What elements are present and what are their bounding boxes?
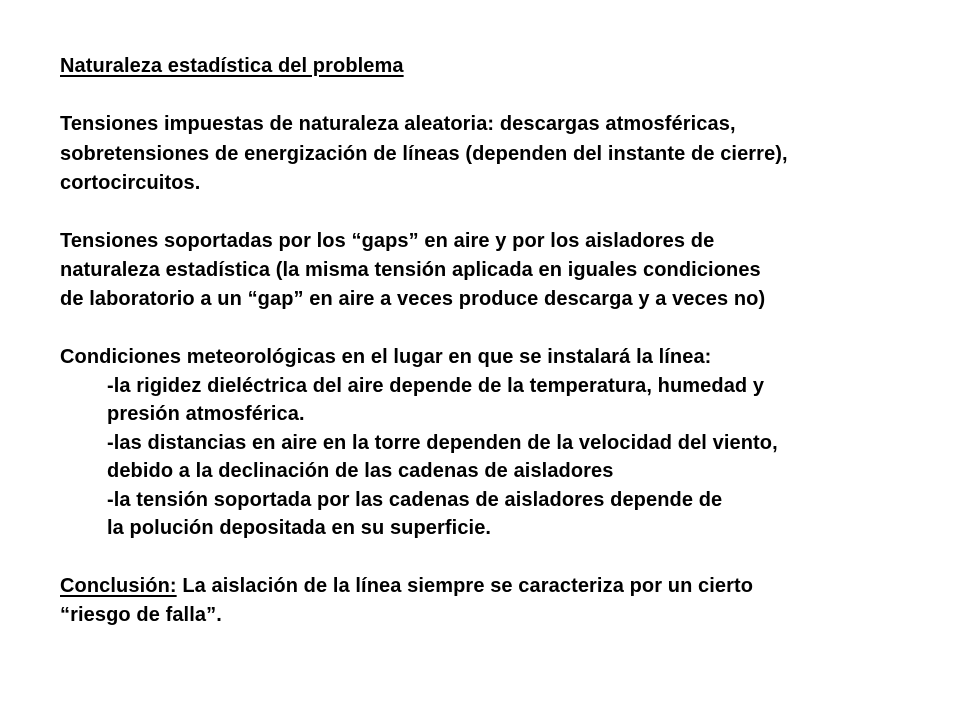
indented-line: -la rigidez dieléctrica del aire depende de la temperatura, humedad y xyxy=(107,375,765,397)
paragraph-line: de laboratorio a un “gap” en aire a veces produce descarga y a veces no) xyxy=(60,288,766,310)
conclusion-line xyxy=(60,573,753,599)
paragraph-line: sobretensiones de energización de líneas (dependen del instante de cierre), xyxy=(60,143,788,165)
paragraph-line: cortocircuitos. xyxy=(60,172,201,194)
paragraph-intro: Condiciones meteorológicas en el lugar en que se instalará la línea: xyxy=(60,346,712,368)
conclusion-line-2: “riesgo de falla”. xyxy=(60,604,222,626)
indented-line: debido a la declinación de las cadenas de aisladores xyxy=(107,460,614,482)
indented-line: presión atmosférica. xyxy=(107,403,305,425)
conclusion-label: Conclusión: xyxy=(60,575,177,597)
indented-line: la polución depositada en su superficie. xyxy=(107,517,492,539)
indented-line: -la tensión soportada por las cadenas de aisladores depende de xyxy=(107,489,723,511)
conclusion-text: La aislación de la línea siempre se caracteriza por un cierto xyxy=(176,575,754,597)
paragraph-line: Tensiones soportadas por los “gaps” en aire y por los aisladores de xyxy=(60,230,715,252)
paragraph-line: Tensiones impuestas de naturaleza aleatoria: descargas atmosféricas, xyxy=(60,113,736,135)
paragraph-line: naturaleza estadística (la misma tensión aplicada en iguales condiciones xyxy=(60,259,761,281)
indented-line: -las distancias en aire en la torre dependen de la velocidad del viento, xyxy=(107,432,778,454)
slide-heading: Naturaleza estadística del problema xyxy=(60,55,404,77)
